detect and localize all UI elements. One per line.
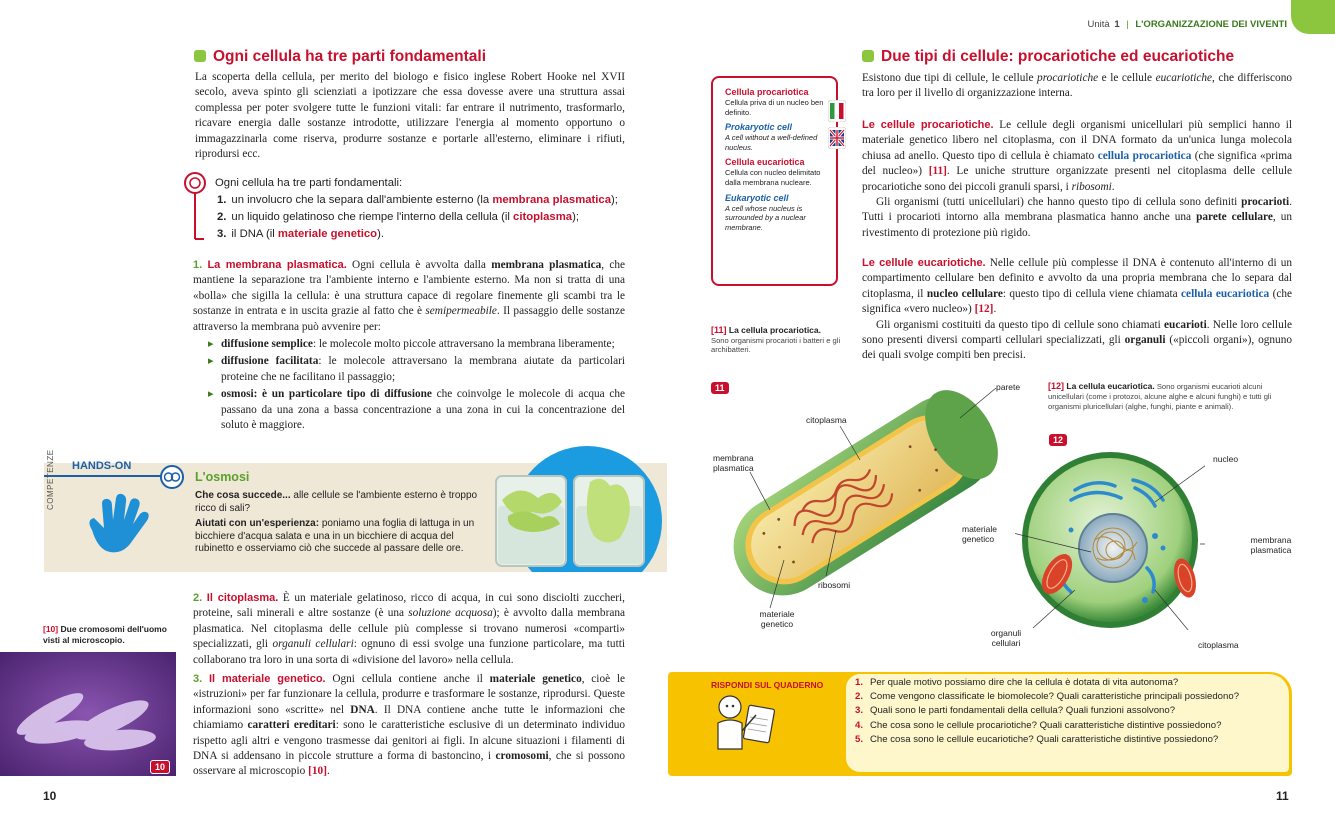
figure-10-tag: 10 — [150, 760, 170, 774]
quaderno-questions — [855, 677, 1280, 746]
prokaryotic-cell-diagram — [700, 380, 1010, 620]
chromosome-photo — [0, 652, 176, 776]
glossary-def-en-2: A cell whose nucleus is surrounded by a nuclear membrane. — [725, 203, 806, 232]
label-organuli: organuli cellulari — [990, 628, 1022, 648]
figure-10-caption: [10] Due cromosomi dell'uomo visti al microscopio. — [43, 624, 167, 645]
label-citoplasma-11: citoplasma — [806, 415, 847, 425]
glossary-term-it-2: Cellula eucariotica — [725, 157, 805, 168]
genetico-paragraph: 3. Il materiale genetico. Ogni cellula contiene anche il materiale genetico, cioè le «istruzioni» per far funzionare la cellula, produrre e trasformare le sostanze, riprodursi. Queste informazioni sono «scritte» nel DNA. Il DNA contiene anche tutte le informazioni che chiamiamo caratteri ereditari: sono le caratteristiche esclusive di un determinato individuo rispetto agli altri e vengono trasmesse dai genitori ai figli. In alcune situazioni i filamenti di DNA si addensano in piccole strutture a forma di bastoncino, i cromosomi, che si possono osservare al microscopio [10]. — [193, 673, 626, 778]
figure-12-caption: [12] La cellula eucariotica. Sono organismi eucarioti alcuni unicellulari (come i protozoi, alcune alghe e alcuni funghi) e tutti gli organismi pluricellulari (alghe, funghi, piante e animali). — [1048, 381, 1272, 411]
eukaryotic-cell-diagram — [1015, 440, 1205, 630]
label-citoplasma-12: citoplasma — [1198, 640, 1239, 650]
label-parete: parete — [996, 382, 1021, 392]
left-section-title: Ogni cellula ha tre parti fondamentali — [194, 48, 486, 66]
summary-bracket-icon — [182, 171, 212, 246]
italian-flag-icon — [828, 100, 846, 122]
membrane-paragraph: 1. La membrana plasmatica. Ogni cellula è avvolta dalla membrana plasmatica, che mantiene la separazione tra l'ambiente interno e l'ambiente esterno. Ma non si tratta di una «bolla» che sigilla la cellula: è una struttura capace di regolare finemente gli scambi tra le sostanze in entrata e in uscita grazie al fatto che è semipermeabile. Il passaggio delle sostanze attraverso la membrana può avvenire per: ▸ diffusione semplice: le molecole molto piccole attraversano la membrana liberamente; ▸ diffusione facilitata: le molecole attraversano la membrana aiutate da particolari proteine che ne facilitano il passaggio; ▸ osmosi: è un particolare tipo di diffusione che coinvolge le molecole di acqua che passano da una zona a bassa concentrazione a una zona in cui la concentrazione del soluto è maggiore. — [193, 258, 625, 433]
hand-icon — [82, 490, 152, 556]
glossary-def-it-2: Cellula con nucleo delimitato dalla membrana nucleare. — [725, 168, 821, 187]
glossary-def-en-1: A cell without a well-defined nucleus. — [725, 133, 818, 152]
label-nucleo: nucleo — [1213, 454, 1239, 464]
glossary-term-it-1: Cellula procariotica — [725, 87, 809, 97]
eucariotiche-paragraph: Le cellule eucariotiche. Nelle cellule più complesse il DNA è contenuto all'interno di un compartimento cellulare ben definito e avvolto da una propria membrana che lo separa dal citoplasma, il nucleo cellulare: questo tipo di cellula viene chiamata cellula eucariotica (che significa «vero nucleo») [12]. Gli organismi costituiti da questo tipo di cellule sono chiamati eucarioti. Nelle loro cellule sono presenti diversi comparti cellulari specializzati, gli organuli («piccoli organi»), ognuno dei quali svolge compiti ben precisi. — [862, 257, 1293, 362]
unit-number: 1 — [1114, 19, 1120, 30]
bullet-diffusione-facilitata: ▸ diffusione facilitata: le molecole attraversano la membrana aiutate da particolari proteine che ne facilitano il passaggio; — [207, 354, 625, 385]
summary-lead: Ogni cellula ha tre parti fondamentali: — [215, 177, 403, 189]
label-materiale-12: materiale genetico — [962, 524, 997, 544]
osmosis-photo — [490, 446, 667, 572]
label-membrana-11: membrana plasmatica — [713, 453, 754, 473]
summary-item-1: 1. un involucro che la separa dall'ambiente esterno (la membrana plasmatica); — [217, 194, 618, 206]
student-writing-icon — [712, 693, 782, 753]
hands-on-icon — [159, 464, 185, 490]
quaderno-label: RISPONDI SUL QUADERNO — [711, 680, 824, 690]
left-page-number: 10 — [43, 789, 57, 803]
hands-on-title: L'osmosi — [195, 470, 250, 484]
hands-on-badge: HANDS-ON — [72, 460, 132, 472]
left-intro: La scoperta della cellula, per merito del biologo e fisico inglese Robert Hooke nel XVII secolo, aveva spinto gli scienziati a ipotizzare che essa dovesse avere una struttura assai complessa per poter svolgere tutte le funzioni vitali: far entrare il nutrimento, trasformarlo, ricavare energia dalle sostanze introdotte, utilizzare l'energia al momento opportuno o immagazzinarla come riserva, produrre sostanze e portarle all'esterno, eliminare i rifiuti, riprodursi ecc. — [195, 71, 625, 161]
question-1: 1. Per quale motivo possiamo dire che la cellula è dotata di vita autonoma? — [855, 677, 1179, 688]
question-2: 2. Come vengono classificate le biomolecole? Quali caratteristiche principali possiedono? — [855, 691, 1240, 703]
glossary-term-en-2: Eukaryotic cell — [725, 192, 789, 203]
figure-12-tag: 12 — [1049, 434, 1067, 446]
unit-label: Unità — [1087, 19, 1110, 30]
bullet-diffusione-semplice: ▸ diffusione semplice: le molecole molto piccole attraversano la membrana liberamente; — [207, 337, 625, 352]
hands-on-text: Che cosa succede... alle cellule se l'ambiente esterno è troppo ricco di sali? Aiutati con un'esperienza: poniamo una foglia di lattuga in un bicchiere d'acqua salata e una in un bicchiere di acqua del rubinetto e osserviamo ciò che succede al passare delle ore. — [195, 490, 478, 555]
question-5: 5. Che cosa sono le cellule eucariotiche? Quali caratteristiche distintive possiedono? — [855, 733, 1219, 745]
figure-11-caption: [11] La cellula procariotica. Sono organismi procarioti i batteri e gli archibatteri. — [711, 325, 841, 355]
right-section-title: Due tipi di cellule: procariotiche ed eucariotiche — [862, 48, 1234, 66]
unit-header: Unità 1 | L'ORGANIZZAZIONE DEI VIVENTI — [1087, 19, 1287, 30]
figure-11-tag: 11 — [711, 382, 729, 394]
competenze-label: COMPETENZE — [46, 449, 55, 510]
question-3: 3. Quali sono le parti fondamentali della cellula? Quali funzioni assolvono? — [855, 705, 1176, 717]
glossary-box — [711, 76, 838, 286]
right-intro: Esistono due tipi di cellule, le cellule procariotiche e le cellule eucariotiche, che differiscono tra loro per il livello di organizzazione interna. — [862, 72, 1292, 100]
summary-box — [182, 171, 632, 246]
corner-tab — [1291, 0, 1335, 34]
citoplasma-paragraph: 2. Il citoplasma. È un materiale gelatinoso, ricco di acqua, in cui sono disciolti zuccheri, proteine, sali minerali e altre sostanze (è una soluzione acquosa); è avvolto dalla membrana plasmatica. Nel citoplasma delle cellule più complesse si trovano numerosi «comparti» specializzati, gli organuli cellulari: ognuno di essi svolge una funzione particolare, ma tutti collaborano tra loro in una sorta di «divisione del lavoro» nella cellula. — [193, 592, 626, 666]
label-materiale-11: materiale genetico — [759, 609, 795, 629]
uk-flag-icon — [828, 127, 846, 149]
label-membrana-12: membrana plasmatica — [1250, 535, 1292, 555]
question-4: 4. Che cosa sono le cellule procariotiche? Quali caratteristiche distintive possiedono? — [855, 719, 1222, 731]
glossary-def-it-1: Cellula priva di un nucleo ben definito. — [725, 98, 824, 117]
glossary-term-en-1: Prokaryotic cell — [725, 122, 793, 133]
summary-item-2: 2. un liquido gelatinoso che riempe l'interno della cellula (il citoplasma); — [217, 211, 579, 223]
summary-item-3: 3. il DNA (il materiale genetico). — [217, 228, 384, 240]
label-ribosomi: ribosomi — [818, 580, 851, 590]
unit-title: L'ORGANIZZAZIONE DEI VIVENTI — [1135, 19, 1287, 30]
right-page-number: 11 — [1276, 789, 1289, 803]
hands-on-line — [44, 475, 162, 477]
procariotiche-paragraph: Le cellule procariotiche. Le cellule degli organismi unicellulari più semplici hanno il materiale genetico libero nel citoplasma, con il DNA formato da un'unica lunga molecola chiusa ad anello. Questo tipo di cellula è chiamato cellula procariotica (che significa «prima del nucleo») [11]. Le uniche strutture organizzate presenti nel citoplasma delle cellule procariotiche sono dei piccoli granuli sparsi, i ribosomi. Gli organismi (tutti unicellulari) che hanno questo tipo di cellula sono definiti procarioti. Tutti i procarioti intorno alla membrana plasmatica hanno anche una parete cellulare, un rivestimento di protezione più rigido. — [862, 119, 1293, 239]
bullet-osmosi: ▸ osmosi: è un particolare tipo di diffusione che coinvolge le molecole di acqua che passano da una zona a bassa concentrazione a una zona in cui la concentrazione del soluto è maggiore. — [207, 387, 625, 433]
